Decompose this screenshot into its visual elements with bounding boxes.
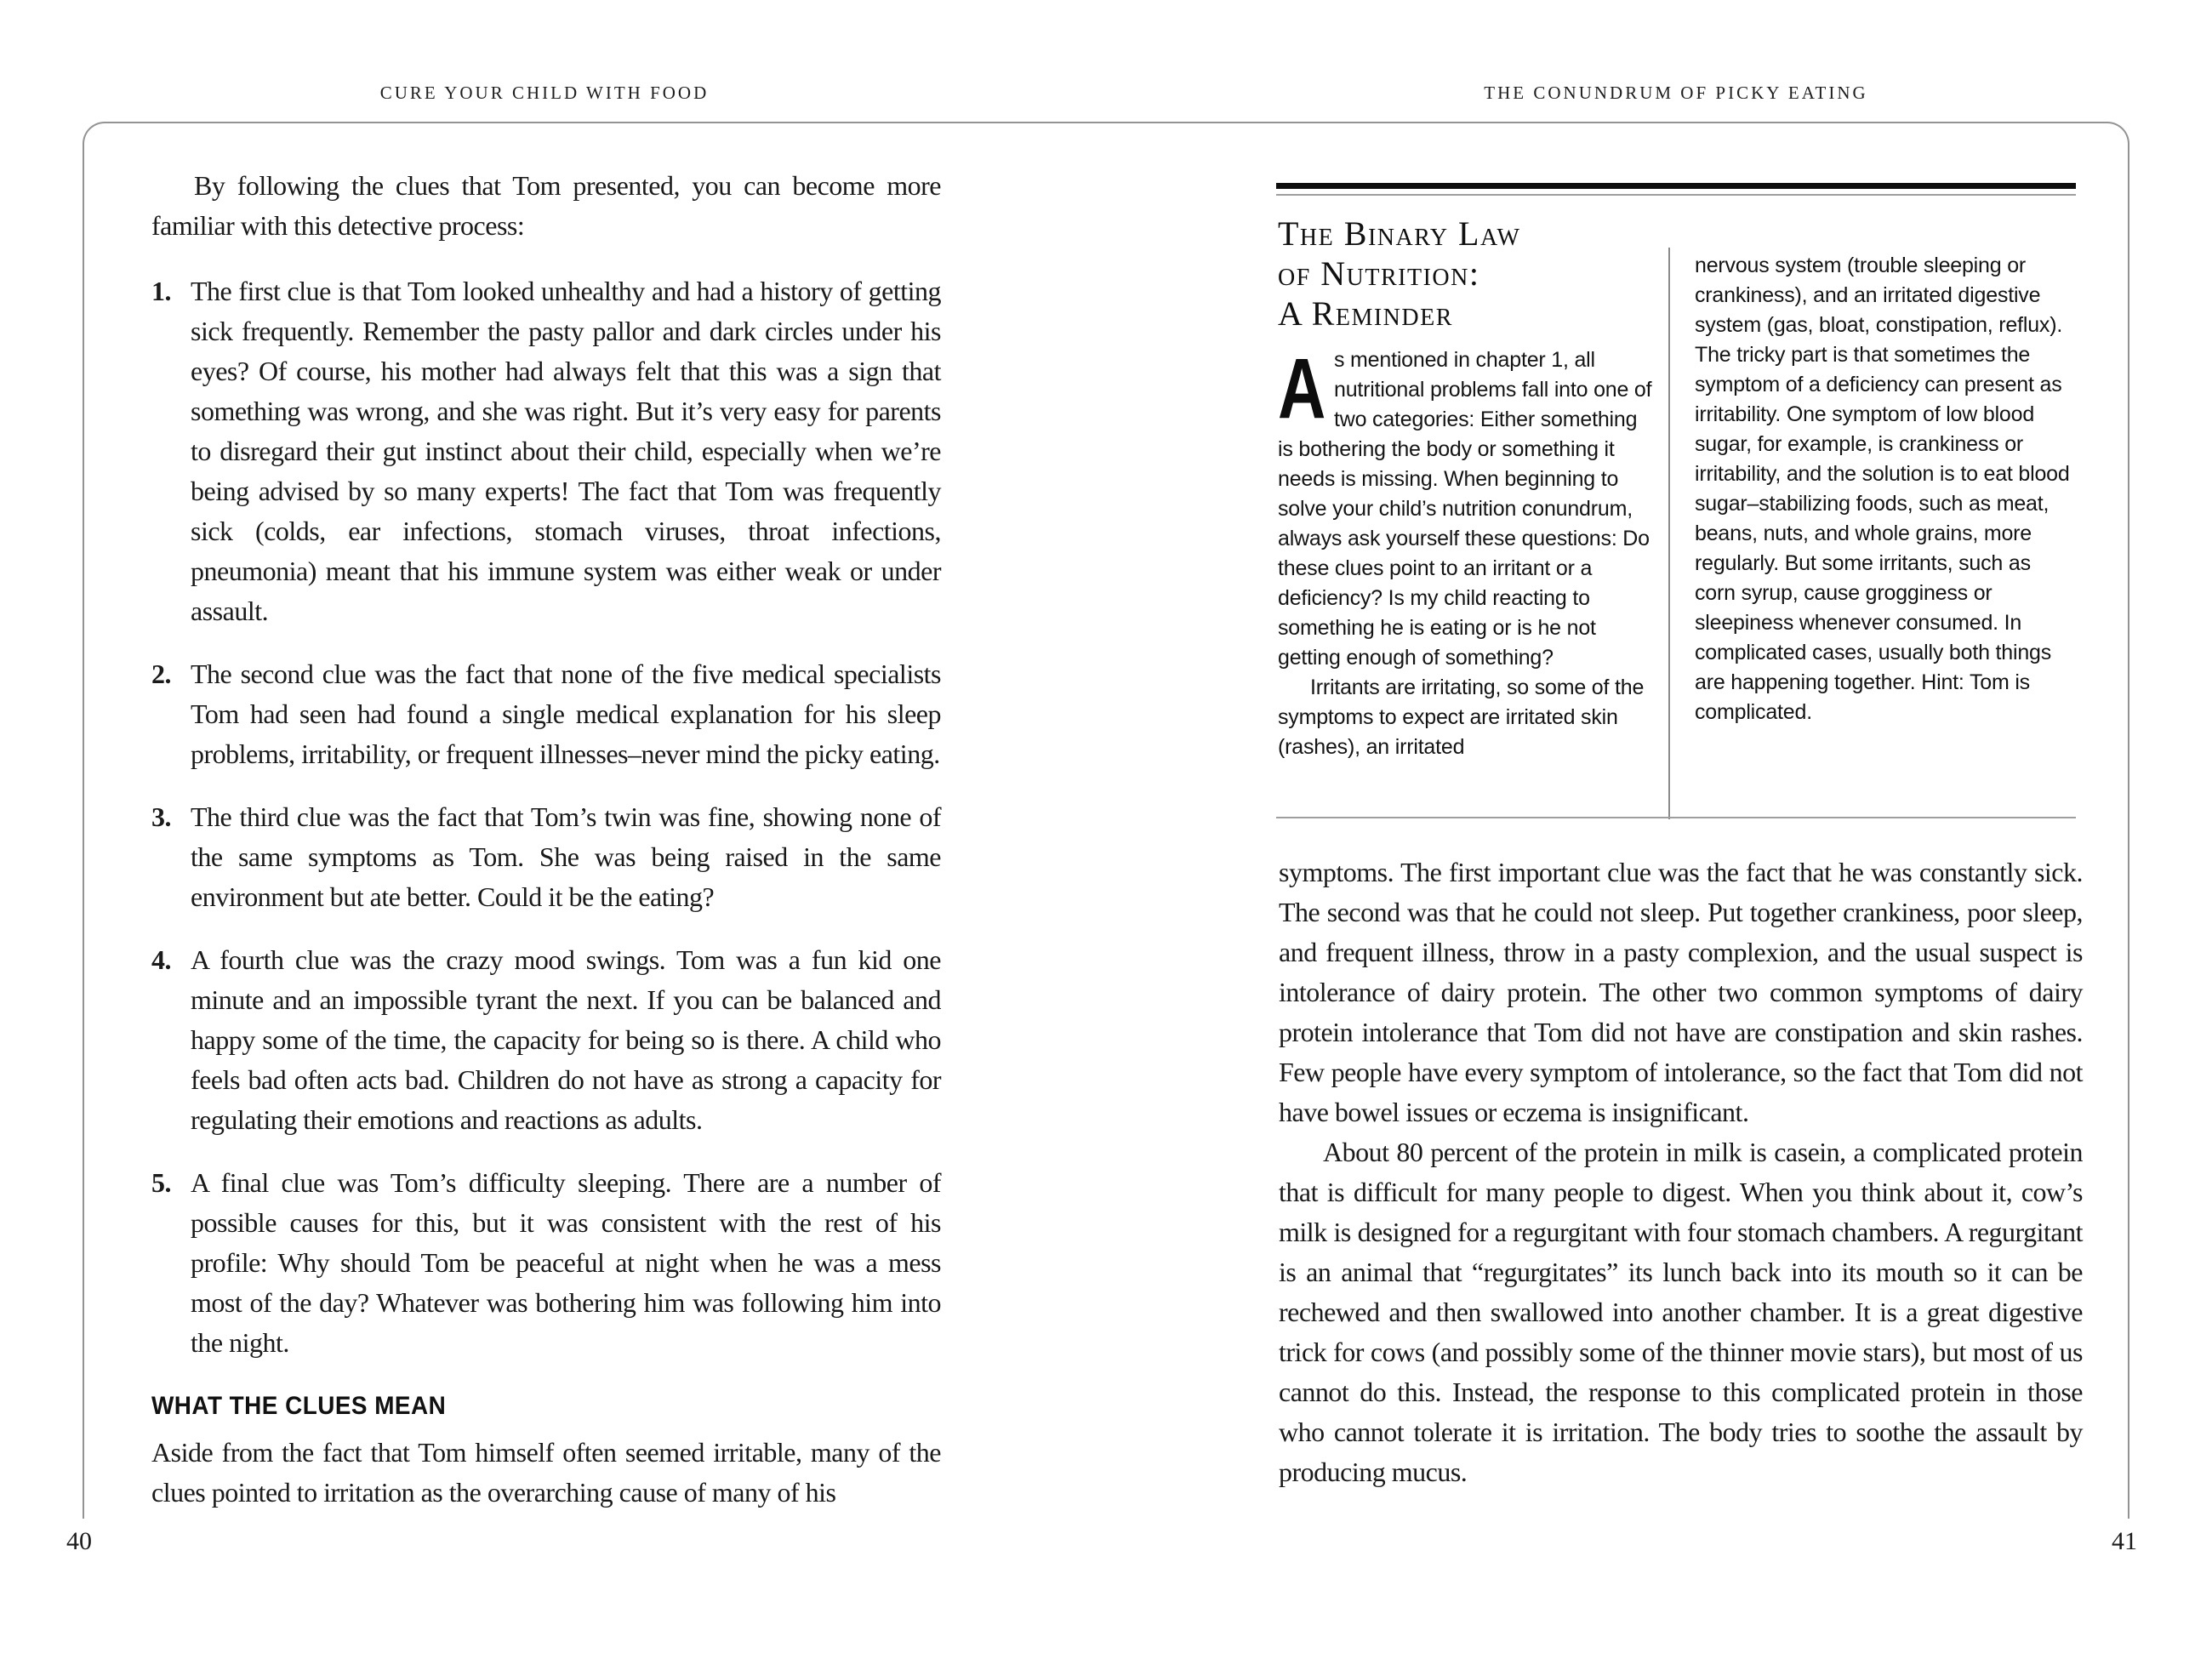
sidebar-title-line: A Reminder bbox=[1278, 294, 1453, 333]
sidebar-title-line: of Nutrition: bbox=[1278, 254, 1480, 293]
sidebar-top-thin-rule bbox=[1276, 194, 2076, 196]
intro-paragraph: By following the clues that Tom presented, you can become more familiar with this detective process: bbox=[151, 170, 941, 241]
clue-text: The second clue was the fact that none of the five medical specialists Tom had seen had found a single medical explanation for his sleep problems, irritability, or frequent illnesses–never mind the picky eating. bbox=[191, 658, 941, 769]
body-paragraph: About 80 percent of the protein in milk is casein, a complicated protein that is difficult for many people to digest. When you think about it, cow’s milk is designed for a regurgitant with four stomach chambers. A regurgitant is an animal that “regurgitates” its lunch back into its mouth so it can be rechewed and then swallowed into another chamber. It is a great digestive trick for cows (and possibly some of the thinner movie stars), but most of us cannot do this. Instead, the response to this complicated protein in those who cannot tolerate it is irritation. The body tries to soothe the assault by producing mucus. bbox=[1279, 1137, 2083, 1487]
sidebar-top-thick-rule bbox=[1276, 183, 2076, 189]
sidebar-title-line: The Binary Law bbox=[1278, 214, 1521, 253]
clue-text: A final clue was Tom’s difficulty sleeping. There are a number of possible causes for this, but it was consistent with the rest of his profile: Why should Tom be peaceful at night when he was a mess most of the day? Whatever was bothering him was following him into the night. bbox=[191, 1167, 941, 1358]
page-number-right: 41 bbox=[2112, 1527, 2137, 1555]
clue-list bbox=[151, 271, 941, 1363]
body-paragraph: symptoms. The first important clue was the fact that he was constantly sick. The second was that he could not sleep. Put together crankiness, poor sleep, and frequent illness, throw in a pasty complexion, and the usual suspect is intolerance of dairy protein. The other two common symptoms of dairy protein intolerance that Tom did not have are constipation and skin rashes. Few people have every symptom of intolerance, so the fact that Tom did not have bowel issues or eczema is insignificant. bbox=[1279, 857, 2083, 1127]
sidebar-column-divider bbox=[1668, 248, 1670, 819]
clue-item-5 bbox=[151, 1163, 941, 1363]
clue-text: A fourth clue was the crazy mood swings. Tom was a fun kid one minute and an impossible tyrant the next. If you can be balanced and happy some of the time, the capacity for being so is there. A child who feels bad often acts bad. Children do not have as strong a capacity for regulating their emotions and reactions as adults. bbox=[191, 944, 941, 1135]
running-head-right: THE CONUNDRUM OF PICKY EATING bbox=[1484, 83, 1868, 103]
sidebar-title bbox=[1278, 214, 1652, 334]
clue-item-4 bbox=[151, 940, 941, 1140]
clue-number: 1. bbox=[151, 276, 171, 306]
running-head-left: CURE YOUR CHILD WITH FOOD bbox=[379, 83, 710, 103]
clue-item-1 bbox=[151, 271, 941, 631]
sidebar-paragraph: s mentioned in chapter 1, all nutritional problems fall into one of two categories: Either something is bothering the body or something it needs is missing. When beginning to solve your child’s nutrition conundrum, always ask yourself these questions: Do these clues point to an irritant or a deficiency? Is my child reacting to something he is eating or is he not getting enough of something? bbox=[1278, 348, 1652, 670]
left-page-text-column bbox=[151, 166, 941, 1513]
section-heading: WHAT THE CLUES MEAN bbox=[151, 1392, 447, 1420]
clue-text: The third clue was the fact that Tom’s twin was fine, showing none of the same symptoms as Tom. She was being raised in the same environment but ate better. Could it be the eating? bbox=[191, 801, 941, 912]
sidebar-column-2-text: nervous system (trouble sleeping or crankiness), and an irritated digestive system (gas, bloat, constipation, reflux). The tricky part is that sometimes the symptom of a deficiency can present as irritability. One symptom of low blood sugar, for example, is crankiness or irritability, and the solution is to eat blood sugar–stabilizing foods, such as meat, beans, nuts, and whole grains, more regularly. But some irritants, such as corn syrup, cause grogginess or sleepiness whenever consumed. In complicated cases, usually both things are happening together. Hint: Tom is complicated. bbox=[1695, 254, 2070, 724]
sidebar-paragraph: Irritants are irritating, so some of the symptoms to expect are irritated skin (rashes), an irritated bbox=[1278, 676, 1645, 759]
clue-item-3 bbox=[151, 797, 941, 917]
drop-cap: A bbox=[1278, 341, 1326, 436]
section-body-paragraph: Aside from the fact that Tom himself often seemed irritable, many of the clues pointed to irritation as the overarching cause of many of his bbox=[151, 1437, 941, 1508]
sidebar-binary-law bbox=[1276, 183, 2076, 818]
clue-number: 4. bbox=[151, 944, 171, 975]
sidebar-column-1 bbox=[1278, 214, 1652, 762]
sidebar-bottom-rule bbox=[1276, 817, 2076, 818]
right-page-text-column bbox=[1279, 852, 2083, 1492]
clue-item-2 bbox=[151, 654, 941, 774]
clue-number: 3. bbox=[151, 801, 171, 832]
clue-text: The first clue is that Tom looked unhealthy and had a history of getting sick frequently. Remember the pasty pallor and dark circles under his eyes? Of course, his mother had always felt that this was a sign that something was wrong, and she was right. But it’s very easy for parents to disregard their gut instinct about their child, especially when we’re being advised by so many experts! The fact that Tom was frequently sick (colds, ear infections, stomach viruses, throat infections, pneumonia) meant that his immune system was either weak or under assault. bbox=[191, 276, 941, 626]
sidebar-column-1-text bbox=[1278, 341, 1652, 762]
clue-number: 2. bbox=[151, 658, 171, 689]
clue-number: 5. bbox=[151, 1167, 171, 1198]
page-number-left: 40 bbox=[66, 1527, 92, 1555]
